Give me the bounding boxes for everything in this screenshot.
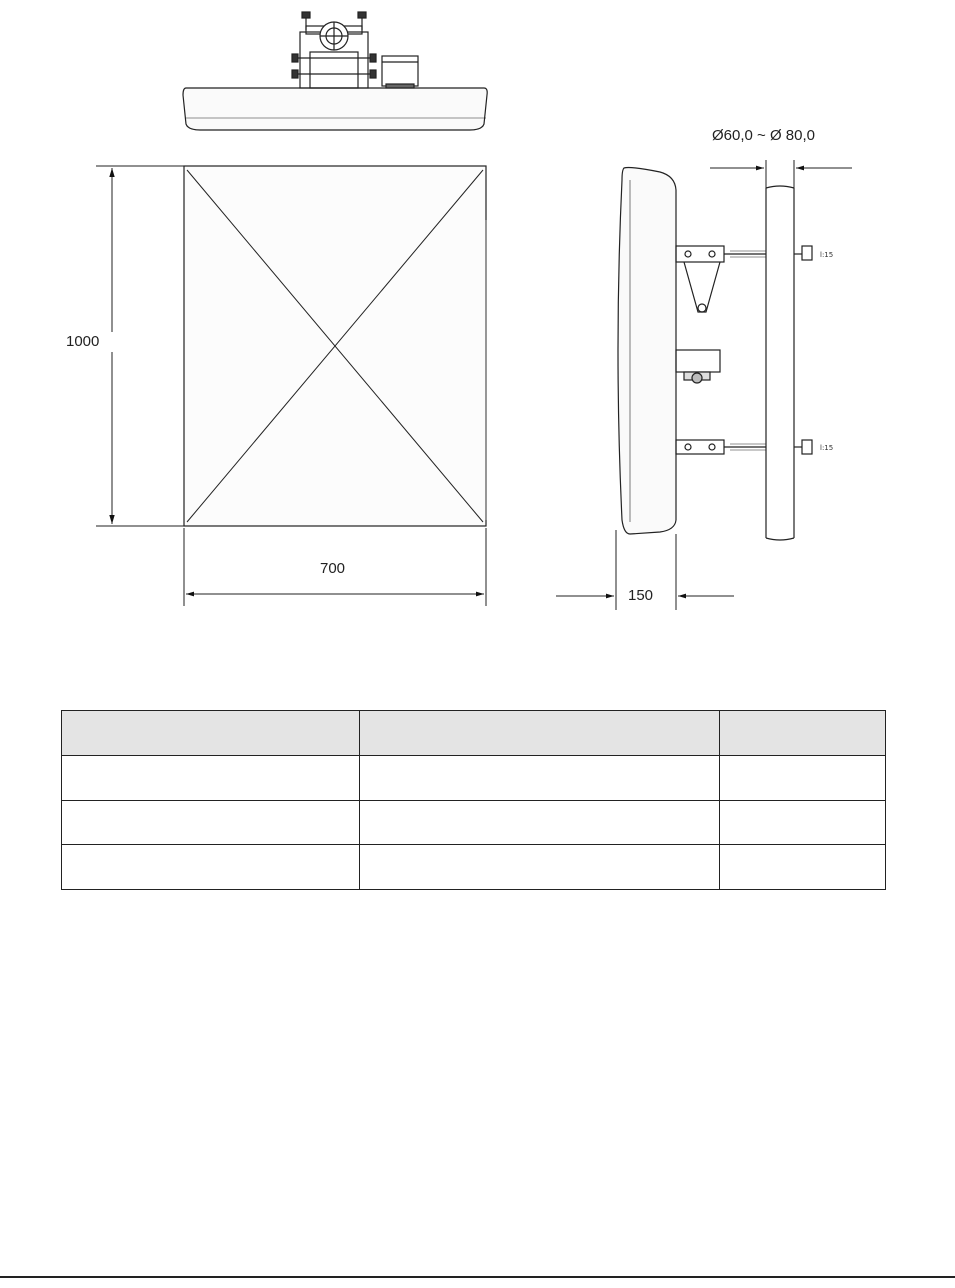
page-footer-rule xyxy=(0,1276,955,1278)
pole-diameter-dimension xyxy=(710,160,852,188)
bolt-label-upper: l:15 xyxy=(820,251,834,259)
table-cell xyxy=(720,845,886,890)
table-cell xyxy=(720,800,886,845)
side-view xyxy=(618,168,812,541)
table-cell xyxy=(720,756,886,801)
table-header-cell xyxy=(720,711,886,756)
lower-bracket xyxy=(676,440,812,454)
pole-clamp-top xyxy=(292,12,376,88)
table-cell xyxy=(360,845,720,890)
table-cell xyxy=(360,756,720,801)
front-view xyxy=(184,166,486,526)
connector-box-top xyxy=(382,56,418,88)
depth-label: 150 xyxy=(628,587,654,604)
top-view xyxy=(183,12,487,130)
table-row xyxy=(62,800,886,845)
bolt-label-lower: l:15 xyxy=(820,444,834,452)
table-cell xyxy=(62,756,360,801)
table-row xyxy=(62,756,886,801)
table-cell xyxy=(360,800,720,845)
table-header-cell xyxy=(62,711,360,756)
antenna-mechanical-drawing xyxy=(0,0,955,630)
table-row xyxy=(62,845,886,890)
table-cell xyxy=(62,800,360,845)
upper-bracket xyxy=(676,246,812,312)
height-label: 1000 xyxy=(66,333,100,350)
table-header-row xyxy=(62,711,886,756)
table-cell xyxy=(62,845,360,890)
width-label: 700 xyxy=(320,560,346,577)
specification-table xyxy=(61,710,886,890)
radome-side-outline xyxy=(618,168,676,535)
height-dimension xyxy=(96,166,184,526)
pole-diameter-label: Ø60,0 ~ Ø 80,0 xyxy=(712,127,815,144)
table-header-cell xyxy=(360,711,720,756)
mast-pole xyxy=(766,186,794,540)
radome-top-outline xyxy=(183,88,487,130)
side-connector xyxy=(676,350,720,383)
